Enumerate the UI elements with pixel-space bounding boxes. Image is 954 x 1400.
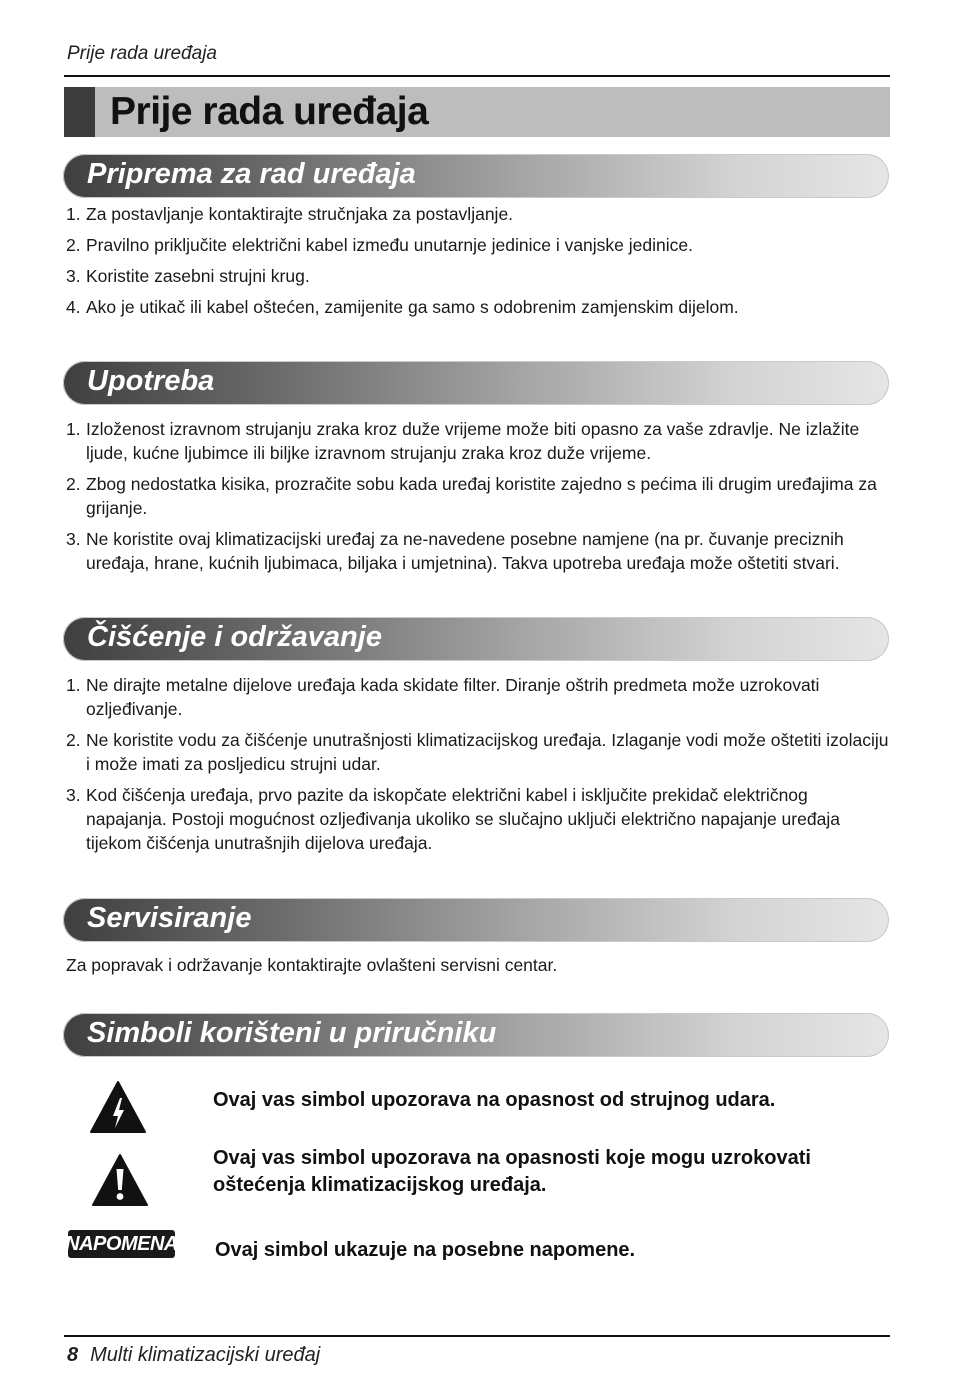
running-header: Prije rada uređaja [67,43,217,64]
symbol-text-electric: Ovaj vas simbol upozorava na opasnost od strujnog udara. [213,1089,776,1111]
list-item: 1. Izloženost izravnom strujanju zraka kroz duže vrijeme može biti opasno za vaše zdravlje. Ne izlažite ljude, kućne ljubimce ili biljke izravnom strujanju zraka kroz duže vrijeme. [66,419,860,463]
napomena-badge: NAPOMENA [68,1230,175,1258]
priprema-list [66,202,892,326]
section-header-upotreba [63,361,889,405]
footer [67,1344,320,1367]
section-title: Simboli korišteni u priručniku [87,1017,497,1049]
electric-shock-warning-icon [89,1080,147,1139]
page-title: Prije rada uređaja [110,90,429,133]
list-item: 1. Ne dirajte metalne dijelove uređaja kada skidate filter. Diranje oštrih predmeta može uzrokovati ozljeđivanje. [66,675,820,719]
list-item: 3. Koristite zasebni strujni krug. [66,266,310,286]
list-item: 4. Ako je utikač ili kabel oštećen, zamijenite ga samo s odobrenim zamjenskim dijelom. [66,297,739,317]
section-header-servisiranje [63,898,889,942]
caution-warning-icon [91,1153,149,1212]
section-title: Servisiranje [87,902,252,934]
footer-divider [64,1335,890,1337]
page-title-bar [64,87,890,137]
symbol-text-napomena: Ovaj simbol ukazuje na posebne napomene. [215,1239,636,1261]
list-item: 2. Zbog nedostatka kisika, prozračite sobu kada uređaj koristite zajedno s pećima ili drugim uređajima za grijanje. [66,474,877,518]
list-item: 2. Ne koristite vodu za čišćenje unutrašnjosti klimatizacijskog uređaja. Izlaganje vodi može oštetiti izolaciju i može imati za posljedicu strujni udar. [66,730,889,774]
list-item: 3. Ne koristite ovaj klimatizacijski uređaj za ne-navedene posebne namjene (na pr. čuvanje preciznih uređaja, hrane, kućnih ljubimaca, biljaka i umjetnina). Takva upotreba uređaja može oštetiti stvari. [66,529,844,573]
manual-title: Multi klimatizacijski uređaj [90,1344,321,1366]
ciscenje-list [66,673,890,862]
list-item: 3. Kod čišćenja uređaja, prvo pazite da iskopčate električni kabel i isključite prekidač električnog napajanja. Postoji mogućnost ozljeđivanja ukoliko se slučajno uključi električno napajanje uređaja tijekom čišćenja unutrašnjih dijelova uređaja. [66,785,840,853]
page-number: 8 [67,1344,79,1366]
header-divider [64,75,890,77]
list-item: 1. Za postavljanje kontaktirajte stručnjaka za postavljanje. [66,204,514,224]
section-header-simboli [63,1013,889,1057]
section-title: Priprema za rad uređaja [87,158,416,190]
upotreba-list [66,417,888,582]
title-accent-block [64,87,95,137]
symbol-text-caution: Ovaj vas simbol upozorava na opasnosti koje mogu uzrokovati oštećenja klimatizacijskog uređaja. [213,1147,811,1196]
servisiranje-text: Za popravak i održavanje kontaktirajte ovlašteni servisni centar. [66,955,558,975]
list-item: 2. Pravilno priključite električni kabel između unutarnje jedinice i vanjske jedinice. [66,235,693,255]
section-title: Upotreba [87,365,215,397]
section-header-ciscenje [63,617,889,661]
section-title: Čišćenje i održavanje [87,621,382,653]
section-header-priprema [63,154,889,198]
